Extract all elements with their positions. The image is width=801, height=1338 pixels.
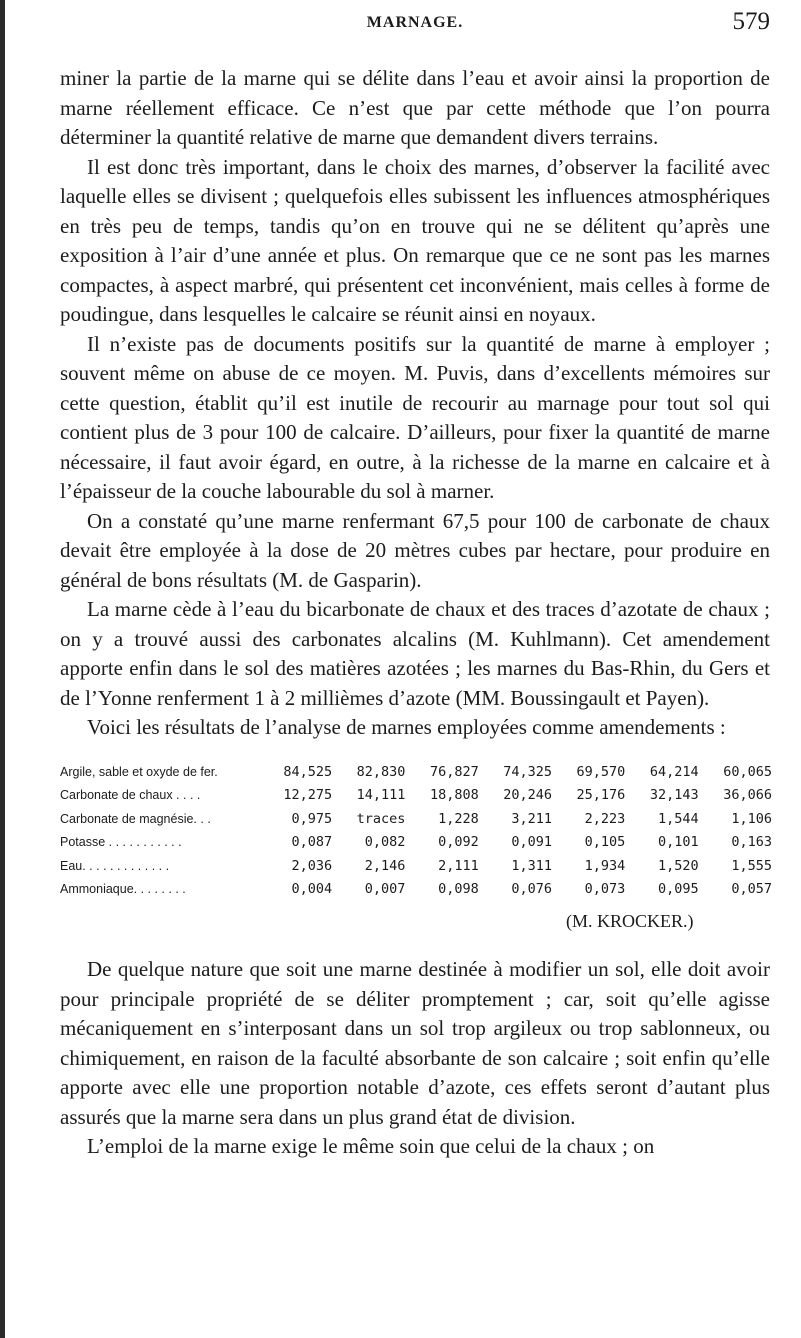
table-cell: 3,211 (511, 810, 553, 827)
table-cell: 0,007 (364, 881, 406, 898)
body-text-lower (60, 955, 770, 1162)
table-cell: 0,076 (511, 881, 553, 898)
page-header (60, 8, 770, 38)
paragraph: La marne cède à l’eau du bicarbonate de chaux et des traces d’azotate de chaux ; on y a trouvé aussi des carbonates alcalins (M. Kuhlmann). Cet amendement apporte enfin dans le sol des matières azotées ; les marnes du Bas-Rhin, du Gers et de l’Yonne renferment 1 à 2 millièmes d’azote (MM. Boussingault et Payen). (60, 597, 770, 710)
table-cell: 0,975 (291, 810, 333, 827)
table-cell: 1,311 (511, 857, 553, 874)
table-cell: 74,325 (503, 763, 553, 780)
table-cell: 0,092 (438, 834, 479, 851)
table-cell: 0,004 (291, 881, 333, 898)
table-cell: 82,830 (356, 763, 406, 780)
paragraph: De quelque nature que soit une marne destinée à modifier un sol, elle doit avoir pour principale propriété de se déliter promptement ; car, soit qu’elle agisse mécaniquement en s’interposant dans un sol trop argileux ou trop sablonneux, ou chimiquement, en raison de la faculté absorbante de son calcaire ; soit enfin qu’elle apporte avec elle une proportion notable d’azote, ces effets seront d’autant plus assurés que la marne sera dans un plus grand état de division. (60, 957, 770, 1129)
table-cell: 0,105 (584, 834, 626, 851)
table-cell: traces (356, 810, 406, 827)
paragraph: Il est donc très important, dans le choix des marnes, d’observer la facilité avec laquelle elles se divisent ; quelquefois elles subissent les influences atmosphériques en très peu de temps, tandis qu’on en trouve qui ne se délitent qu’après une exposition à l’air d’une année et plus. On remarque que ce ne sont pas les marnes compactes, à aspect marbré, qui présentent cet inconvénient, mais celles à forme de poudingue, dans lesquelles le calcaire se réunit ainsi en noyaux. (60, 154, 770, 326)
table-cell: 1,228 (438, 810, 479, 827)
table-row (60, 807, 772, 831)
table-cell: 2,036 (291, 857, 333, 874)
table-cell: 32,143 (649, 787, 699, 804)
table-row (60, 878, 772, 902)
analysis-table-block (60, 760, 772, 901)
page-number: 579 (732, 8, 770, 35)
table-cell: 76,827 (429, 763, 479, 780)
table-row (60, 760, 772, 784)
table-cell: 0,163 (731, 834, 772, 851)
paragraph: miner la partie de la marne qui se délite dans l’eau et avoir ainsi la proportion de marne réellement efficace. Ce n’est que par cette méthode que l’on pourra déterminer la quantité relative de marne que demandent divers terrains. (60, 66, 770, 149)
table-cell: 36,066 (723, 787, 772, 804)
row-label: Carbonate de chaux . . . . (60, 788, 201, 803)
table-cell: 0,057 (731, 881, 772, 898)
table-cell: 0,098 (438, 881, 479, 898)
table-row (60, 831, 772, 855)
table-cell: 0,087 (291, 834, 333, 851)
running-title: MARNAGE. (366, 14, 464, 31)
table-cell: 1,934 (584, 857, 626, 874)
paragraph: Il n’existe pas de documents positifs sur la quantité de marne à employer ; souvent même on abuse de ce moyen. M. Puvis, dans d’excellents mémoires sur cette question, établit qu’il est inutile de recourir au marnage pour tout sol qui contient plus de 3 pour 100 de calcaire. D’ailleurs, pour fixer la quantité de marne nécessaire, il faut avoir égard, en outre, à la richesse de la marne en calcaire et à l’épaisseur de la couche labourable du sol à marner. (60, 331, 770, 503)
table-cell: 2,146 (364, 857, 406, 874)
table-cell: 1,544 (657, 810, 699, 827)
table-cell: 18,808 (429, 787, 479, 804)
paragraph: On a constaté qu’une marne renfermant 67,5 pour 100 de carbonate de chaux devait être employée à la dose de 20 mètres cubes par hectare, pour produire en général de bons résultats (M. de Gasparin). (60, 508, 770, 592)
table-cell: 0,101 (657, 834, 699, 851)
table-cell: 2,111 (438, 857, 479, 874)
table-cell: 60,065 (723, 763, 772, 780)
paragraph: L’emploi de la marne exige le même soin que celui de la chaux ; on (87, 1134, 655, 1158)
page-edge-shadow (0, 0, 5, 1338)
body-text-upper (60, 64, 770, 743)
table-attribution: (M. KROCKER.) (566, 911, 694, 931)
table-cell: 1,555 (731, 857, 772, 874)
paragraph: Voici les résultats de l’analyse de marnes employées comme amendements : (87, 715, 726, 739)
table-cell: 0,095 (657, 881, 699, 898)
table-cell: 25,176 (576, 787, 626, 804)
table-cell: 69,570 (576, 763, 626, 780)
table-row (60, 784, 772, 808)
row-label: Argile, sable et oxyde de fer. (60, 764, 218, 779)
table-cell: 12,275 (283, 787, 333, 804)
table-row (60, 854, 772, 878)
row-label: Potasse . . . . . . . . . . . (60, 835, 182, 850)
row-label: Eau. . . . . . . . . . . . . (60, 858, 170, 873)
table-cell: 2,223 (584, 810, 626, 827)
row-label: Ammoniaque. . . . . . . . (60, 882, 186, 897)
table-cell: 0,091 (511, 834, 553, 851)
table-cell: 20,246 (503, 787, 553, 804)
table-cell: 0,073 (584, 881, 626, 898)
analysis-table (60, 760, 772, 901)
table-cell: 64,214 (649, 763, 699, 780)
table-cell: 1,520 (657, 857, 699, 874)
table-cell: 1,106 (731, 810, 772, 827)
row-label: Carbonate de magnésie. . . (60, 811, 211, 826)
table-cell: 0,082 (364, 834, 406, 851)
table-cell: 84,525 (283, 763, 333, 780)
table-cell: 14,111 (356, 787, 406, 804)
